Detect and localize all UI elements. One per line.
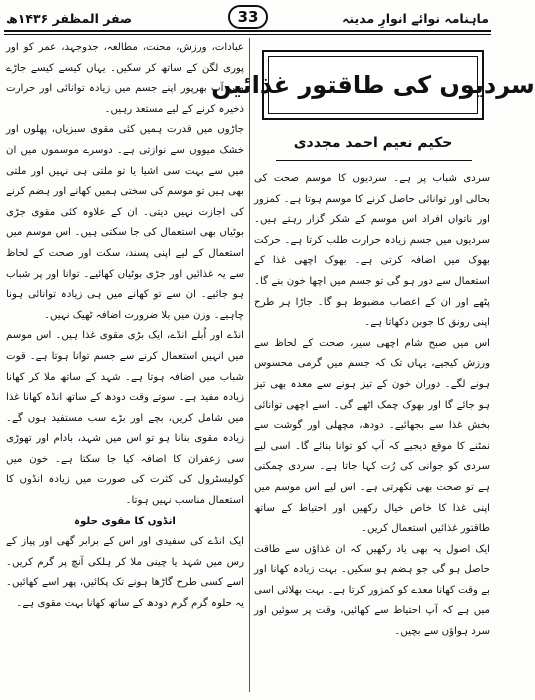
paragraph: سردی شباب پر ہے۔ سردیوں کا موسم صحت کی بحالی اور توانائی حاصل کرنے کا موسم ہوتا ہے۔ کمزور اور ناتواں افراد اس موسم کے شکر گزار رہتے ہیں۔ سردیوں میں جسم زیادہ حرارت طلب کرتا ہے۔ حرکت بھوک میں اضافہ کرتی ہے۔ بھوک اچھی غذا کے استعمال سے دور ہو گی تو جسم میں اچھا خون بنے گا۔ پٹھے اور ان کے اعصاب مضبوط ہو گا۔ جاڑا ہر طرح اپنی رونق کا جوبن دکھاتا ہے۔ — [254, 173, 490, 329]
paragraph: جاڑوں میں قدرت ہمیں کئی مقوی سبزیاں، پھلوں اور خشک میووں سے نوازتی ہے۔ دوسرے موسموں میں ان میں سے بہت سی اشیا یا تو ملتی ہی نہیں اور ملتی بھی ہیں تو موسم کی سختی ہمیں کھانے اور ہضم کرنے کی اجازت نہیں دیتی۔ ان کے علاوہ کئی مقوی جڑی بوٹیاں بھی استعمال کی جا سکتی ہیں۔ اس موسم میں استعمال کے لیے اپنی پسند، سکت اور صحت کے لحاظ سے یہ غذائیں اور جڑی بوٹیاں کھائیے۔ توانا اور پر شباب ہو جائیے۔ ان سے تو کھانے میں ہی زیادہ توانائی ہونا چاہیے۔ وزن میں بلا ضرورت اضافہ ٹھیک نہیں۔ — [6, 124, 244, 321]
paragraph: اس میں صبح شام اچھی سیر، صحت کے لحاظ سے ورزش کیجیے، یہاں تک کہ جسم میں گرمی محسوس ہونے لگے۔ دوران خون کے تیز ہونے سے معدہ بھی تیز ہو جائے گا اور بھوک چمک اٹھے گی۔ اسے اچھی توانائی بخش غذا سے بجھائیے۔ دودھ، مچھلی اور گوشت سے نمٹنے کا موقع دیجیے کہ آپ کو توانا بنائے گا۔ اسی لیے سردی کو جوانی کی رُت کہا جاتا ہے۔ سردی چمکتی ہے تو صحت بھی نکھرتی ہے۔ اس لیے اس موسم میں اپنی غذا کا خاص خیال رکھیں اور احتیاط کے ساتھ طاقتور غذائیں استعمال کریں۔ — [254, 337, 490, 535]
article-title: سردیوں کی طاقتور غذائیں — [211, 71, 535, 99]
article-title-box — [211, 50, 535, 120]
article-author: حکیم نعیم احمد مجددی — [293, 135, 453, 151]
column-divider — [249, 38, 250, 692]
paragraph: انڈے اور اُبلے انڈے، ایک بڑی مقوی غذا ہیں۔ اس موسم میں انہیں استعمال کرنے سے جسم توانا ہوتا ہے۔ قوت شباب میں اضافہ ہوتا ہے۔ شہد کے ساتھ ملا کر کھانا زیادہ مفید ہے۔ سوتے وقت دودھ کے ساتھ انڈہ کھانا غذا میں شامل کریں، بچے اور بڑے سب مستفید ہوں گے۔ زیادہ مقوی بنانا ہو تو اس میں شہد، بادام اور تھوڑی سی زعفران کا اضافہ کیا جا سکتا ہے۔ خون میں کولیسٹرول کی کثرت کی صورت میں زیادہ انڈوں کا استعمال مناسب نہیں ہوتا۔ — [6, 330, 244, 507]
magazine-name: ماہنامہ نوائے انوارِ مدینہ — [342, 11, 489, 26]
section-subheading: انڈوں کا مقوی حلوہ — [74, 515, 176, 527]
author-underline — [276, 160, 472, 161]
paragraph: عبادات، ورزش، محنت، مطالعہ، جدوجہد، عمر کو اور پوری لگن کے ساتھ کر سکیں۔ یہاں کیسے کیسے جاڑے میں آپ بھرپور اپنے جسم میں زیادہ توانائی اور حرارت ذخیرہ کرنے کے لیے مستعد رہیں۔ — [6, 42, 244, 115]
right-column-body — [254, 169, 490, 643]
page-number: 33 — [228, 5, 268, 29]
left-column — [6, 38, 244, 615]
issue-date: صفر المظفر ۱۴۳۶ھ — [6, 11, 133, 26]
header-rule-thin — [4, 34, 491, 35]
paragraph: ایک اصول یہ بھی یاد رکھیں کہ ان غذاؤں سے طاقت حاصل ہو گی جو ہضم ہو سکیں۔ بہت زیادہ کھانا اور بے وقت کھانا معدے کو کمزور کرتا ہے۔ بہت بھلائی اسی میں ہے کہ آپ احتیاط سے کھائیں، وقت پر سوئیں اور سرد ہواؤں سے بچیں۔ — [254, 543, 490, 638]
header-rule — [4, 30, 491, 32]
paragraph: ایک انڈے کی سفیدی اور اس کے برابر گھی اور پیاز کے رس میں شہد یا چینی ملا کر ہلکی آنچ پر گرم کریں۔ اسے کسی طرح گاڑھا ہونے تک پکائیں، پھر اسے کھائیں۔ یہ حلوہ گرم گرم دودھ کے ساتھ کھانا بہت مقوی ہے۔ — [6, 536, 244, 610]
